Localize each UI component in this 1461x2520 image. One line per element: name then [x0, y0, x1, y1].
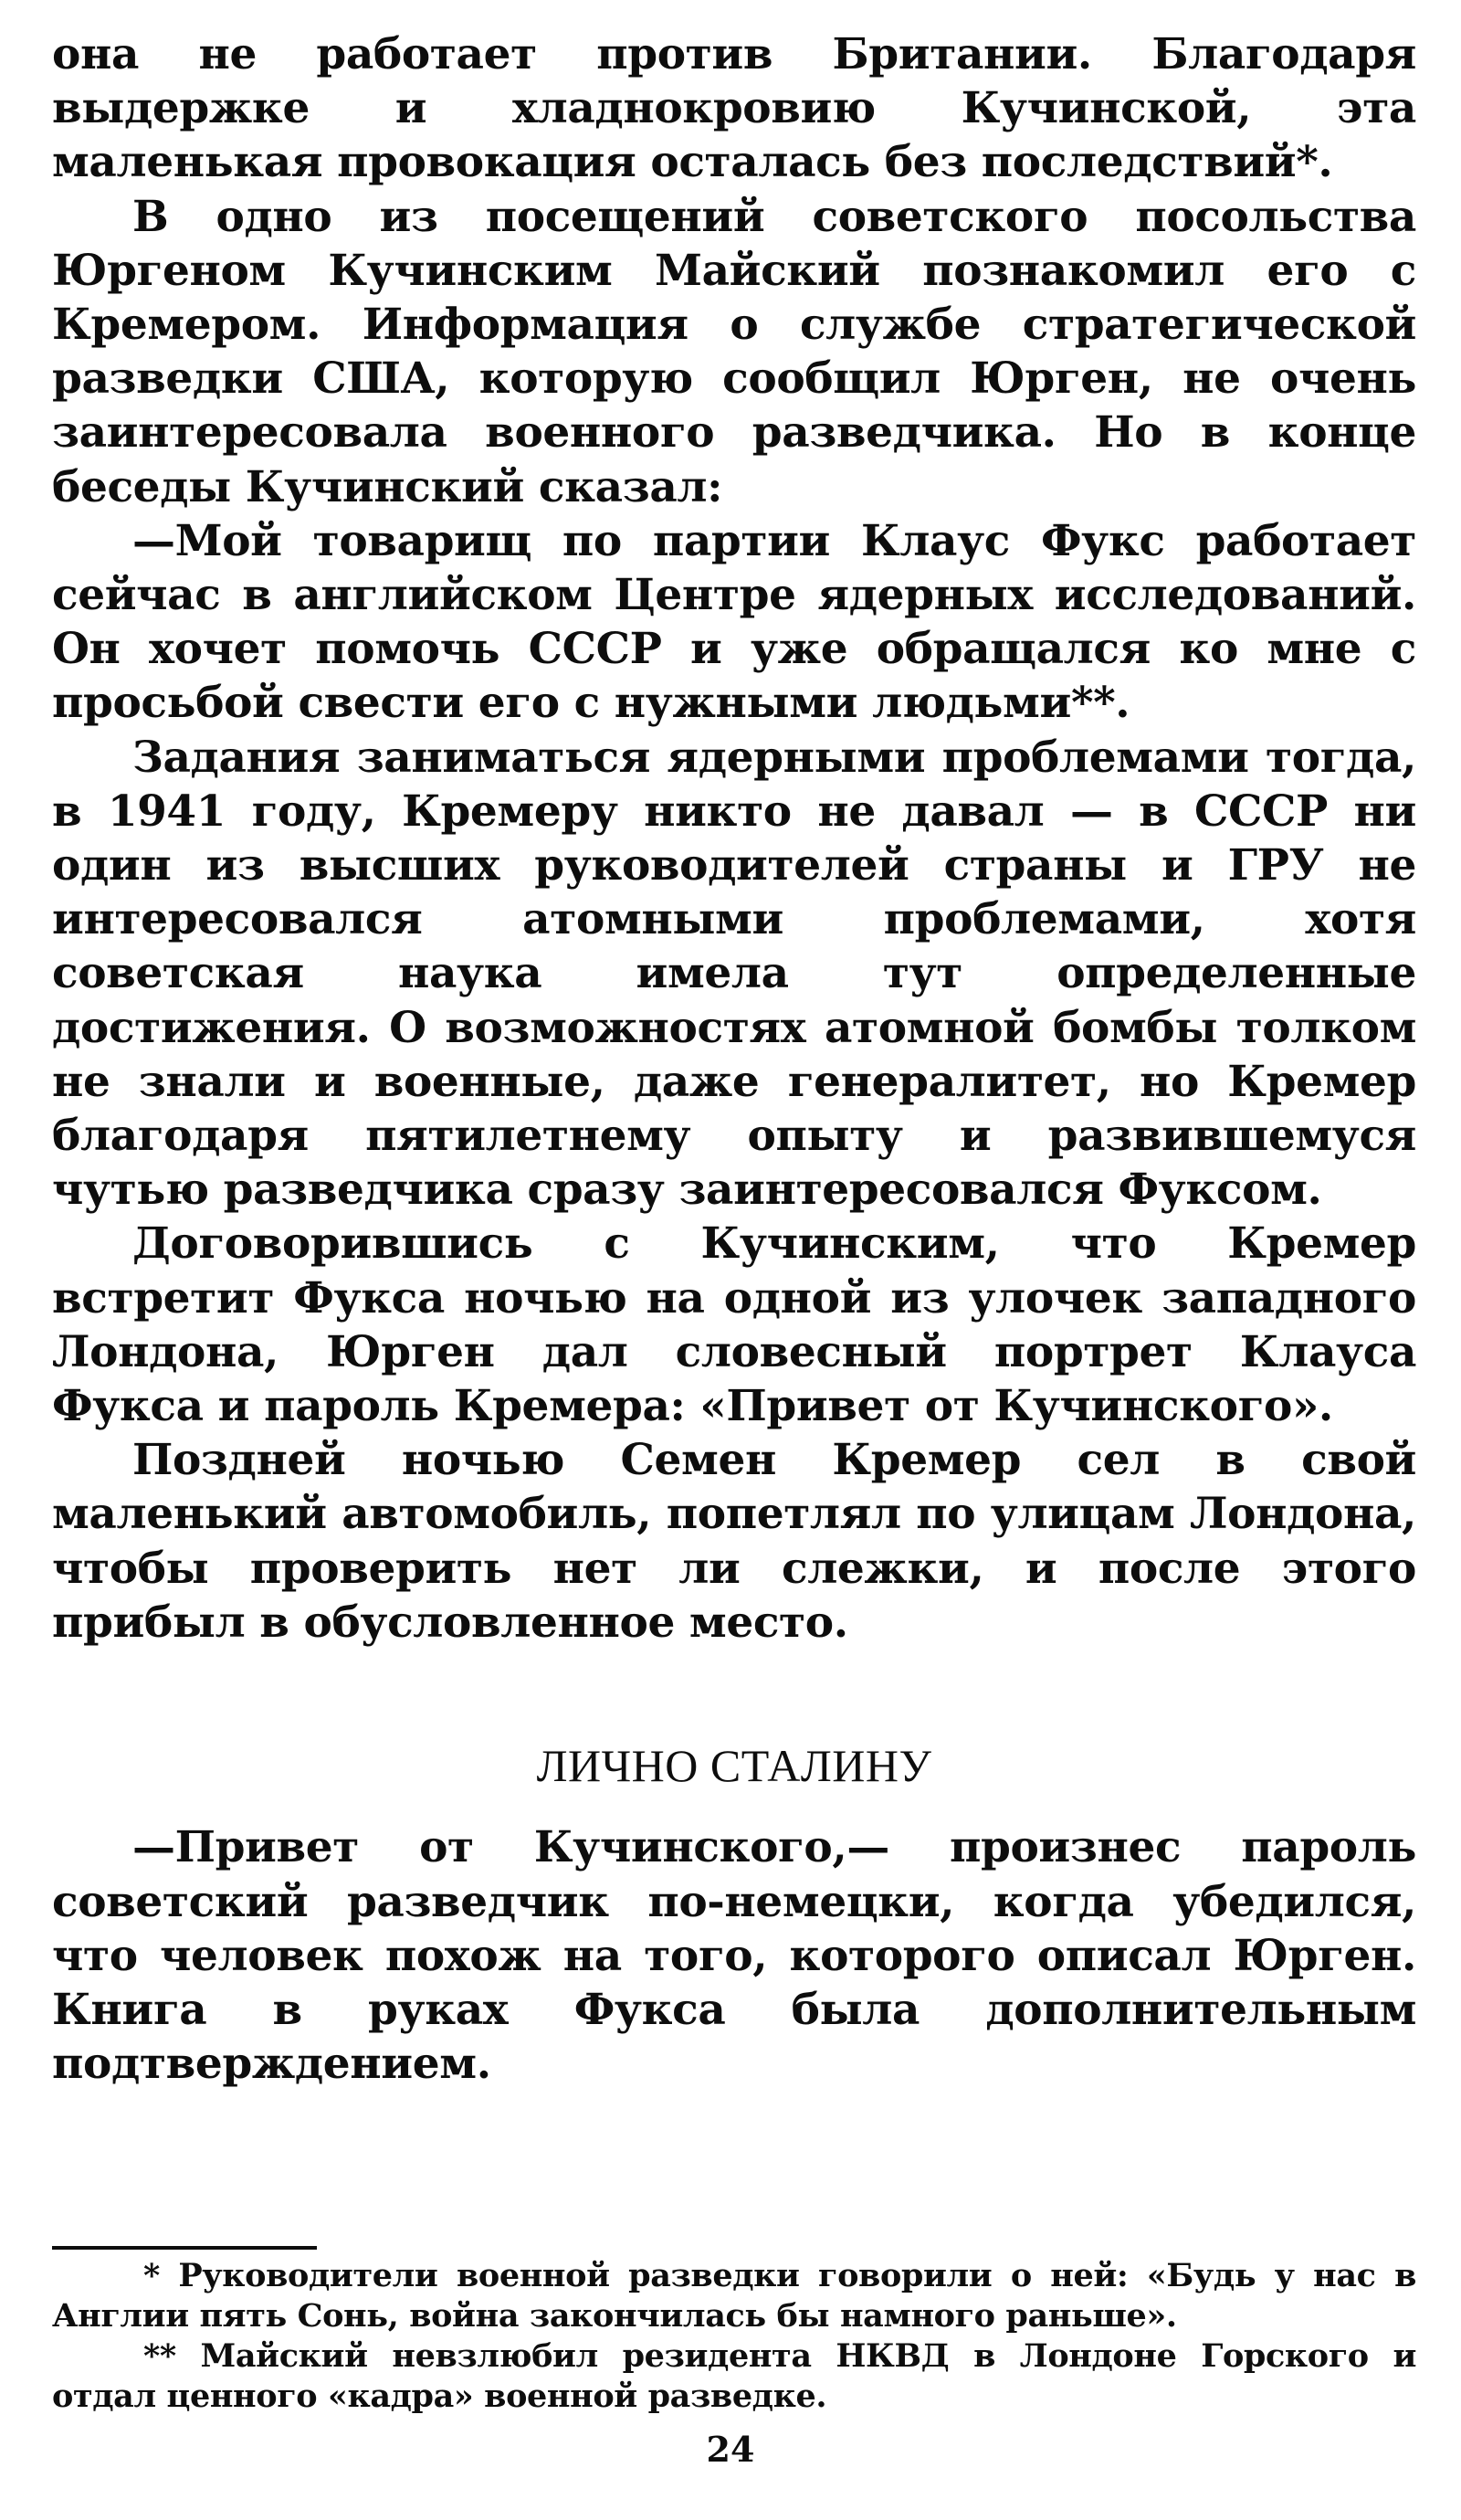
page-body — [52, 27, 1416, 2091]
page-number: 24 — [706, 2429, 755, 2470]
footnote-1: * Руководители военной разведки говорили о ней: «Будь у нас в Англии пять Сонь, война закончилась бы намного раньше». — [52, 2257, 1416, 2335]
paragraph-password-exchange: —Привет от Кучинского,— произнес пароль советский разведчик по-немецки, когда убедился, что человек похож на того, которого описал Юрген. Книга в руках Фукса была дополнительным подтверждением. — [52, 1822, 1416, 2090]
footnote-2: ** Майский невзлюбил резидента НКВД в Лондоне Горского и отдал ценного «кадра» военной разведке. — [52, 2337, 1416, 2415]
paragraph-nuclear-tasks: Задания заниматься ядерными проблемами тогда, в 1941 году, Кремеру никто не давал — в СССР ни один из высших руководителей страны и ГРУ не интересовался атомными проблемами, хотя советская наука имела тут определенные достижения. О возможностях атомной бомбы толком не знали и военные, даже генералитет, но Кремер благодаря пятилетнему опыту и развившемуся чутью разведчика сразу заинтересовался Фуксом. — [52, 732, 1416, 1216]
paragraph-embassy-meeting: В одно из посещений советского посольства Юргеном Кучинским Майский познакомил его с Кремером. Информация о службе стратегической разведки США, которую сообщил Юрген, не очень заинтересовала военного разведчика. Но в конце беседы Кучинский сказал: — [52, 191, 1416, 512]
paragraph-night-drive: Поздней ночью Семен Кремер сел в свой маленький автомобиль, попетлял по улицам Лондона, чтобы проверить нет ли слежки, и после этого прибыл в обусловленное место. — [52, 1435, 1416, 1648]
section-heading: ЛИЧНО СТАЛИНУ — [536, 1740, 932, 1792]
paragraph-continuation: она не работает против Британии. Благодаря выдержке и хладнокровию Кучинской, эта маленькая провокация осталась без последствий*. — [52, 29, 1416, 188]
paragraph-meeting-arranged: Договорившись с Кучинским, что Кремер встретит Фукса ночью на одной из улочек западного Лондона, Юрген дал словесный портрет Клауса Фукса и пароль Кремера: «Привет от Кучинского». — [52, 1218, 1416, 1432]
footnotes — [52, 2256, 1416, 2417]
paragraph-fuchs-quote: —Мой товарищ по партии Клаус Фукс работает сейчас в английском Центре ядерных исследований. Он хочет помочь СССР и уже обращался ко мне с просьбой свести его с нужными людьми**. — [52, 515, 1416, 729]
footnote-divider — [52, 2246, 317, 2250]
